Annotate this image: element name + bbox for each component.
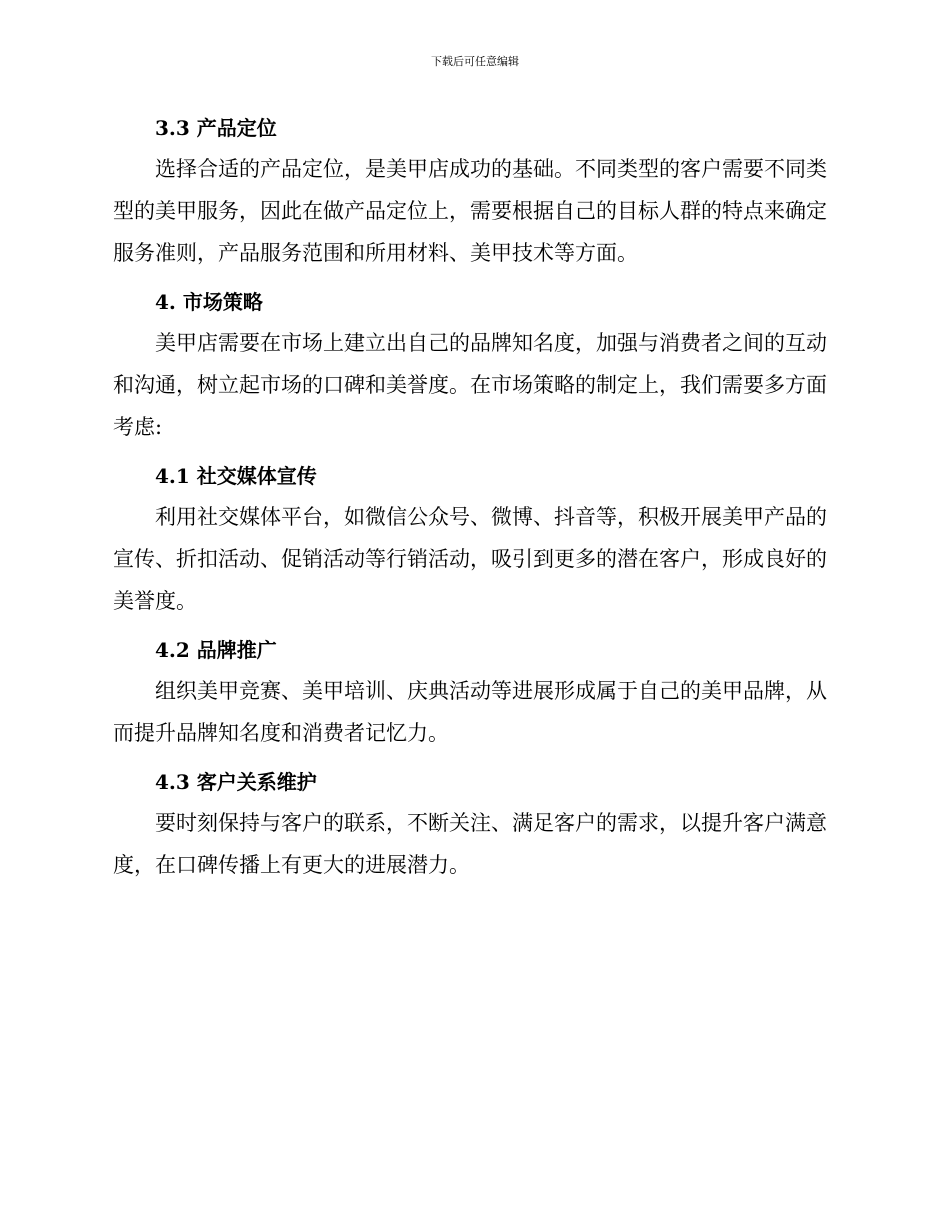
section-paragraph-4: 美甲店需要在市场上建立出自己的品牌知名度，加强与消费者之间的互动和沟通，树立起市场的口碑和美誉度。在市场策略的制定上，我们需要多方面考虑: — [113, 331, 827, 439]
section-heading-4: 4. 市场策略 — [155, 290, 263, 314]
section-paragraph-3-3: 选择合适的产品定位，是美甲店成功的基础。不同类型的客户需要不同类型的美甲服务，因此在做产品定位上，需要根据自己的目标人群的特点来确定服务准则，产品服务范围和所用材料、美甲技术等方面。 — [113, 157, 827, 265]
section-paragraph-4-3: 要时刻保持与客户的联系，不断关注、满足客户的需求，以提升客户满意度，在口碑传播上有更大的进展潜力。 — [113, 811, 827, 877]
section-heading-3-3: 3.3 产品定位 — [155, 116, 277, 140]
document-body — [113, 108, 833, 894]
section-heading-4-1: 4.1 社交媒体宣传 — [155, 464, 317, 488]
section-heading-4-3: 4.3 客户关系维护 — [155, 770, 317, 794]
section-paragraph-4-2: 组织美甲竞赛、美甲培训、庆典活动等进展形成属于自己的美甲品牌，从而提升品牌知名度和消费者记忆力。 — [113, 679, 827, 745]
page-header: 下载后可任意编辑 — [431, 55, 519, 68]
section-heading-4-2: 4.2 品牌推广 — [155, 638, 277, 662]
section-paragraph-4-1: 利用社交媒体平台，如微信公众号、微博、抖音等，积极开展美甲产品的宣传、折扣活动、促销活动等行销活动，吸引到更多的潜在客户，形成良好的美誉度。 — [113, 505, 827, 613]
